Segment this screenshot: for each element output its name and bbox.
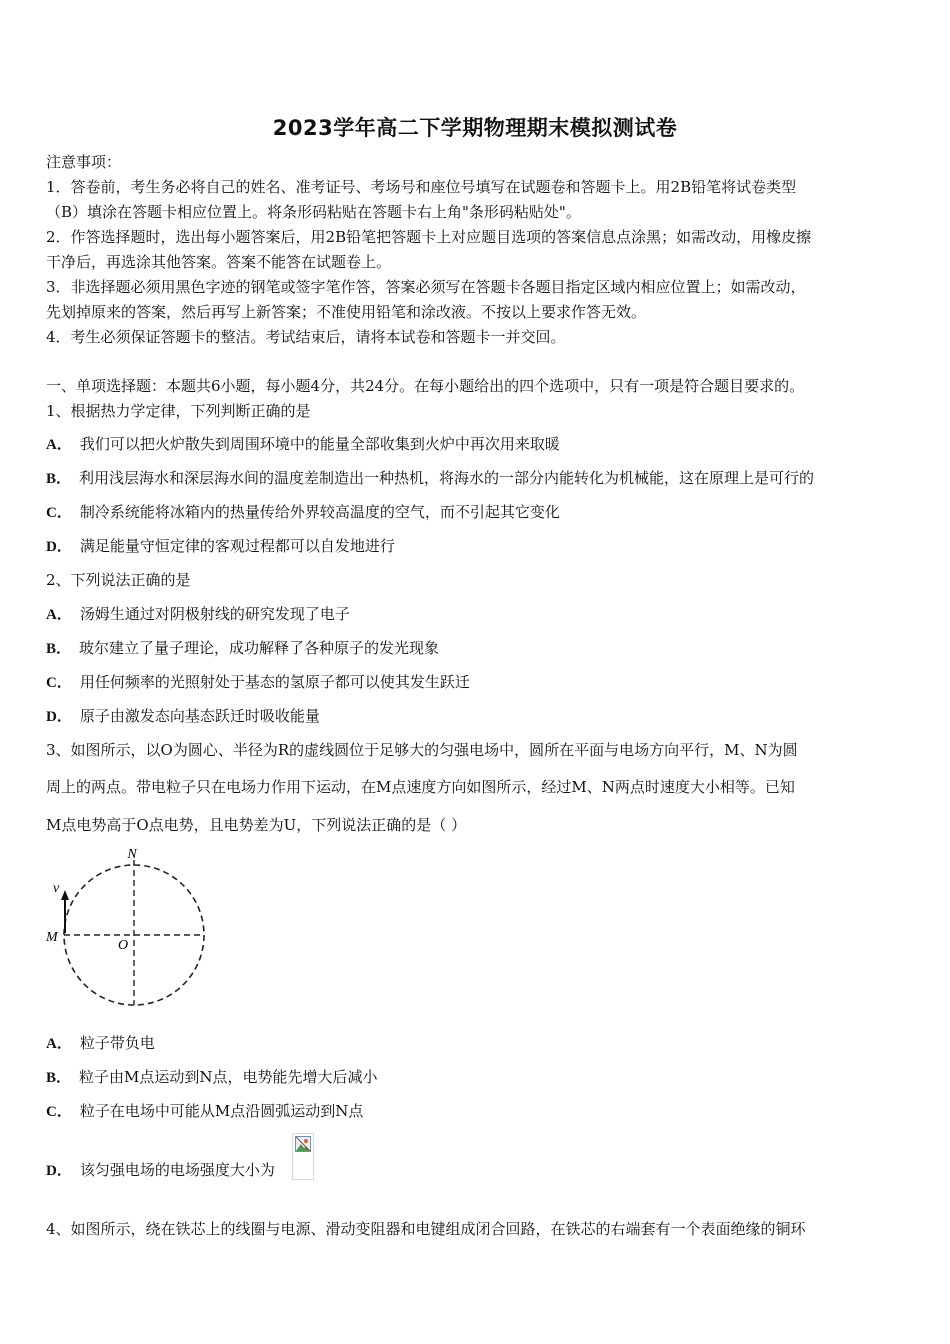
q3-option-c <box>46 1101 363 1122</box>
option-text: 玻尔建立了量子理论，成功解释了各种原子的发光现象 <box>79 639 440 657</box>
question-3-stem-line: 3、如图所示，以O为圆心、半径为R的虚线圆位于足够大的匀强电场中，圆所在平面与电场方向平行，M、N为圆 <box>46 741 798 759</box>
option-text: 粒子在电场中可能从M点沿圆弧运动到N点 <box>79 1102 364 1120</box>
question-1-stem: 1、根据热力学定律，下列判断正确的是 <box>46 402 311 420</box>
option-text: 我们可以把火炉散失到周围环境中的能量全部收集到火炉中再次用来取暖 <box>79 435 560 453</box>
q2-option-b <box>46 638 439 659</box>
q3-option-d <box>46 1160 275 1181</box>
q1-option-d <box>46 536 395 557</box>
label-m: M <box>46 930 58 945</box>
question-3-stem-line: 周上的两点。带电粒子只在电场力作用下运动，在M点速度方向如图所示，经过M、N两点时速度大小相等。已知 <box>46 778 795 796</box>
q1-option-a <box>46 434 560 455</box>
option-label: D． <box>46 539 72 555</box>
option-label: A． <box>46 437 72 453</box>
option-text: 原子由激发态向基态跃迁时吸收能量 <box>79 707 320 725</box>
label-n: N <box>127 847 137 862</box>
option-text: 粒子由M点运动到N点，电势能先增大后减小 <box>79 1068 378 1086</box>
option-label: C． <box>46 505 72 521</box>
option-text: 该匀强电场的电场强度大小为 <box>79 1161 275 1179</box>
option-text: 粒子带负电 <box>79 1034 155 1052</box>
q2-option-c <box>46 672 470 693</box>
notice-line: （B）填涂在答题卡相应位置上。将条形码粘贴在答题卡右上角"条形码粘贴处"。 <box>46 203 581 221</box>
notice-line: 2．作答选择题时，选出每小题答案后，用2B铅笔把答题卡上对应题目选项的答案信息点涂黑；如需改动，用橡皮擦 <box>46 228 812 246</box>
q1-option-b <box>46 468 814 489</box>
option-label: C． <box>46 675 72 691</box>
q2-option-a <box>46 604 350 625</box>
question-3-stem-line: M点电势高于O点电势，且电势差为U，下列说法正确的是（ ） <box>46 816 467 834</box>
section-heading: 一、单项选择题：本题共6小题，每小题4分，共24分。在每小题给出的四个选项中，只有一项是符合题目要求的。 <box>46 377 805 395</box>
notice-line: 1．答卷前，考生务必将自己的姓名、准考证号、考场号和座位号填写在试题卷和答题卡上。用2B铅笔将试卷类型 <box>46 178 797 196</box>
option-text: 汤姆生通过对阴极射线的研究发现了电子 <box>79 605 350 623</box>
notice-heading: 注意事项： <box>46 153 122 171</box>
label-v: v <box>53 881 60 896</box>
q3-option-b <box>46 1067 378 1088</box>
option-label: D． <box>46 709 72 725</box>
question-4-stem: 4、如图所示，绕在铁芯上的线圈与电源、滑动变阻器和电键组成闭合回路，在铁芯的右端套有一个表面绝缘的铜环 <box>46 1220 806 1238</box>
notice-line: 先划掉原来的答案，然后再写上新答案；不准使用铅笔和涂改液。不按以上要求作答无效。 <box>46 303 647 321</box>
notice-line: 4．考生必须保证答题卡的整洁。考试结束后，请将本试卷和答题卡一并交回。 <box>46 328 566 346</box>
q2-option-d <box>46 706 320 727</box>
q1-option-c <box>46 502 560 523</box>
option-text: 制冷系统能将冰箱内的热量传给外界较高温度的空气，而不引起其它变化 <box>79 503 560 521</box>
option-label: A． <box>46 1036 72 1052</box>
option-label: D． <box>46 1163 72 1179</box>
q3-option-a <box>46 1033 155 1054</box>
velocity-arrowhead <box>61 890 69 900</box>
option-text: 满足能量守恒定律的客观过程都可以自发地进行 <box>79 537 395 555</box>
option-text: 利用浅层海水和深层海水间的温度差制造出一种热机，将海水的一部分内能转化为机械能，这在原理上是可行的 <box>79 469 815 487</box>
option-label: B． <box>46 1070 72 1086</box>
notice-line: 干净后，再选涂其他答案。答案不能答在试题卷上。 <box>46 253 392 271</box>
option-label: A． <box>46 607 72 623</box>
option-label: B． <box>46 641 72 657</box>
broken-image-icon <box>295 1136 311 1152</box>
page-title: 2023学年高二下学期物理期末模拟测试卷 <box>272 116 678 140</box>
question-2-stem: 2、下列说法正确的是 <box>46 571 191 589</box>
circle-field-diagram <box>40 842 220 1010</box>
notice-line: 3．非选择题必须用黑色字迹的钢笔或签字笔作答，答案必须写在答题卡各题目指定区域内相应位置上；如需改动， <box>46 278 806 296</box>
option-label: C． <box>46 1104 72 1120</box>
broken-image-placeholder <box>292 1133 314 1180</box>
label-o: O <box>118 938 129 953</box>
option-label: B． <box>46 471 72 487</box>
option-text: 用任何频率的光照射处于基态的氢原子都可以使其发生跃迁 <box>79 673 470 691</box>
